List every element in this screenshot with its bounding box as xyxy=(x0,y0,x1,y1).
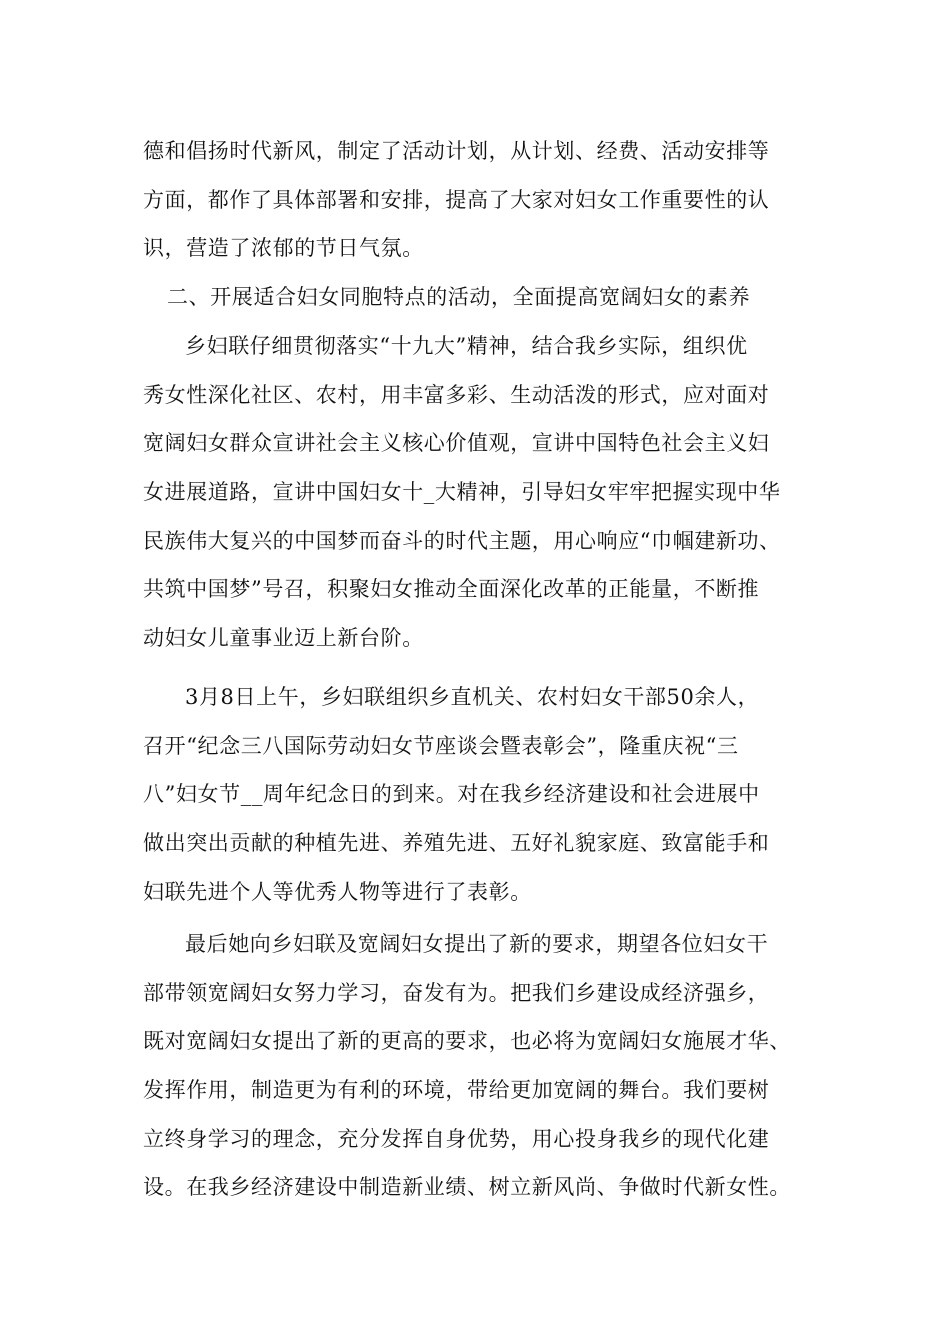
paragraph-1 xyxy=(143,322,823,663)
paragraph-2 xyxy=(143,673,823,916)
text-line: 方面，都作了具体部署和安排，提高了大家对妇女工作重要性的认 xyxy=(143,187,770,212)
text-line: 妇联先进个人等优秀人物等进行了表彰。 xyxy=(143,879,532,904)
text-line: 既对宽阔妇女提出了新的更高的要求，也必将为宽阔妇女施展才华、 xyxy=(143,1029,791,1054)
text-line: 做出突出贡献的种植先进、养殖先进、五好礼貌家庭、致富能手和 xyxy=(143,831,770,856)
text-line: 设。在我乡经济建设中制造新业绩、树立新风尚、争做时代新女性。 xyxy=(143,1175,791,1200)
text-line: 八”妇女节__周年纪念日的到来。对在我乡经济建设和社会进展中 xyxy=(143,782,760,807)
heading-line: 二、开展适合妇女同胞特点的活动，全面提高宽阔妇女的素养 xyxy=(167,285,751,309)
text-line: 召开“纪念三八国际劳动妇女节座谈会暨表彰会”，隆重庆祝“三 xyxy=(143,733,739,758)
text-line: 女进展道路，宣讲中国妇女十_大精神，引导妇女牢牢把握实现中华 xyxy=(143,480,781,505)
text-line: 乡妇联仔细贯彻落实“十九大”精神，结合我乡实际，组织优 xyxy=(185,334,748,358)
paragraph-continuation xyxy=(143,127,823,273)
text-line: 发挥作用，制造更为有利的环境，带给更加宽阔的舞台。我们要树 xyxy=(143,1078,770,1103)
text-line: 动妇女儿童事业迈上新台阶。 xyxy=(143,626,424,651)
text-line: 立终身学习的理念，充分发挥自身优势，用心投身我乡的现代化建 xyxy=(143,1126,770,1151)
text-line: 秀女性深化社区、农村，用丰富多彩、生动活泼的形式，应对面对 xyxy=(143,382,770,407)
text-line: 部带领宽阔妇女努力学习，奋发有为。把我们乡建设成经济强乡， xyxy=(143,980,770,1005)
text-line: 德和倡扬时代新风，制定了活动计划，从计划、经费、活动安排等 xyxy=(143,139,770,163)
text-line: 3月8日上午，乡妇联组织乡直机关、农村妇女干部50余人， xyxy=(185,685,760,709)
text-line: 识，营造了浓郁的节日气氛。 xyxy=(143,236,424,261)
section-heading xyxy=(143,273,823,322)
text-line: 最后她向乡妇联及宽阔妇女提出了新的要求，期望各位妇女干 xyxy=(185,932,769,956)
text-line: 民族伟大复兴的中国梦而奋斗的时代主题，用心响应“巾帼建新功、 xyxy=(143,528,781,553)
text-line: 共筑中国梦”号召，积聚妇女推动全面深化改革的正能量，不断推 xyxy=(143,577,760,602)
paragraph-3 xyxy=(143,920,823,1212)
text-line: 宽阔妇女群众宣讲社会主义核心价值观，宣讲中国特色社会主义妇 xyxy=(143,431,770,456)
